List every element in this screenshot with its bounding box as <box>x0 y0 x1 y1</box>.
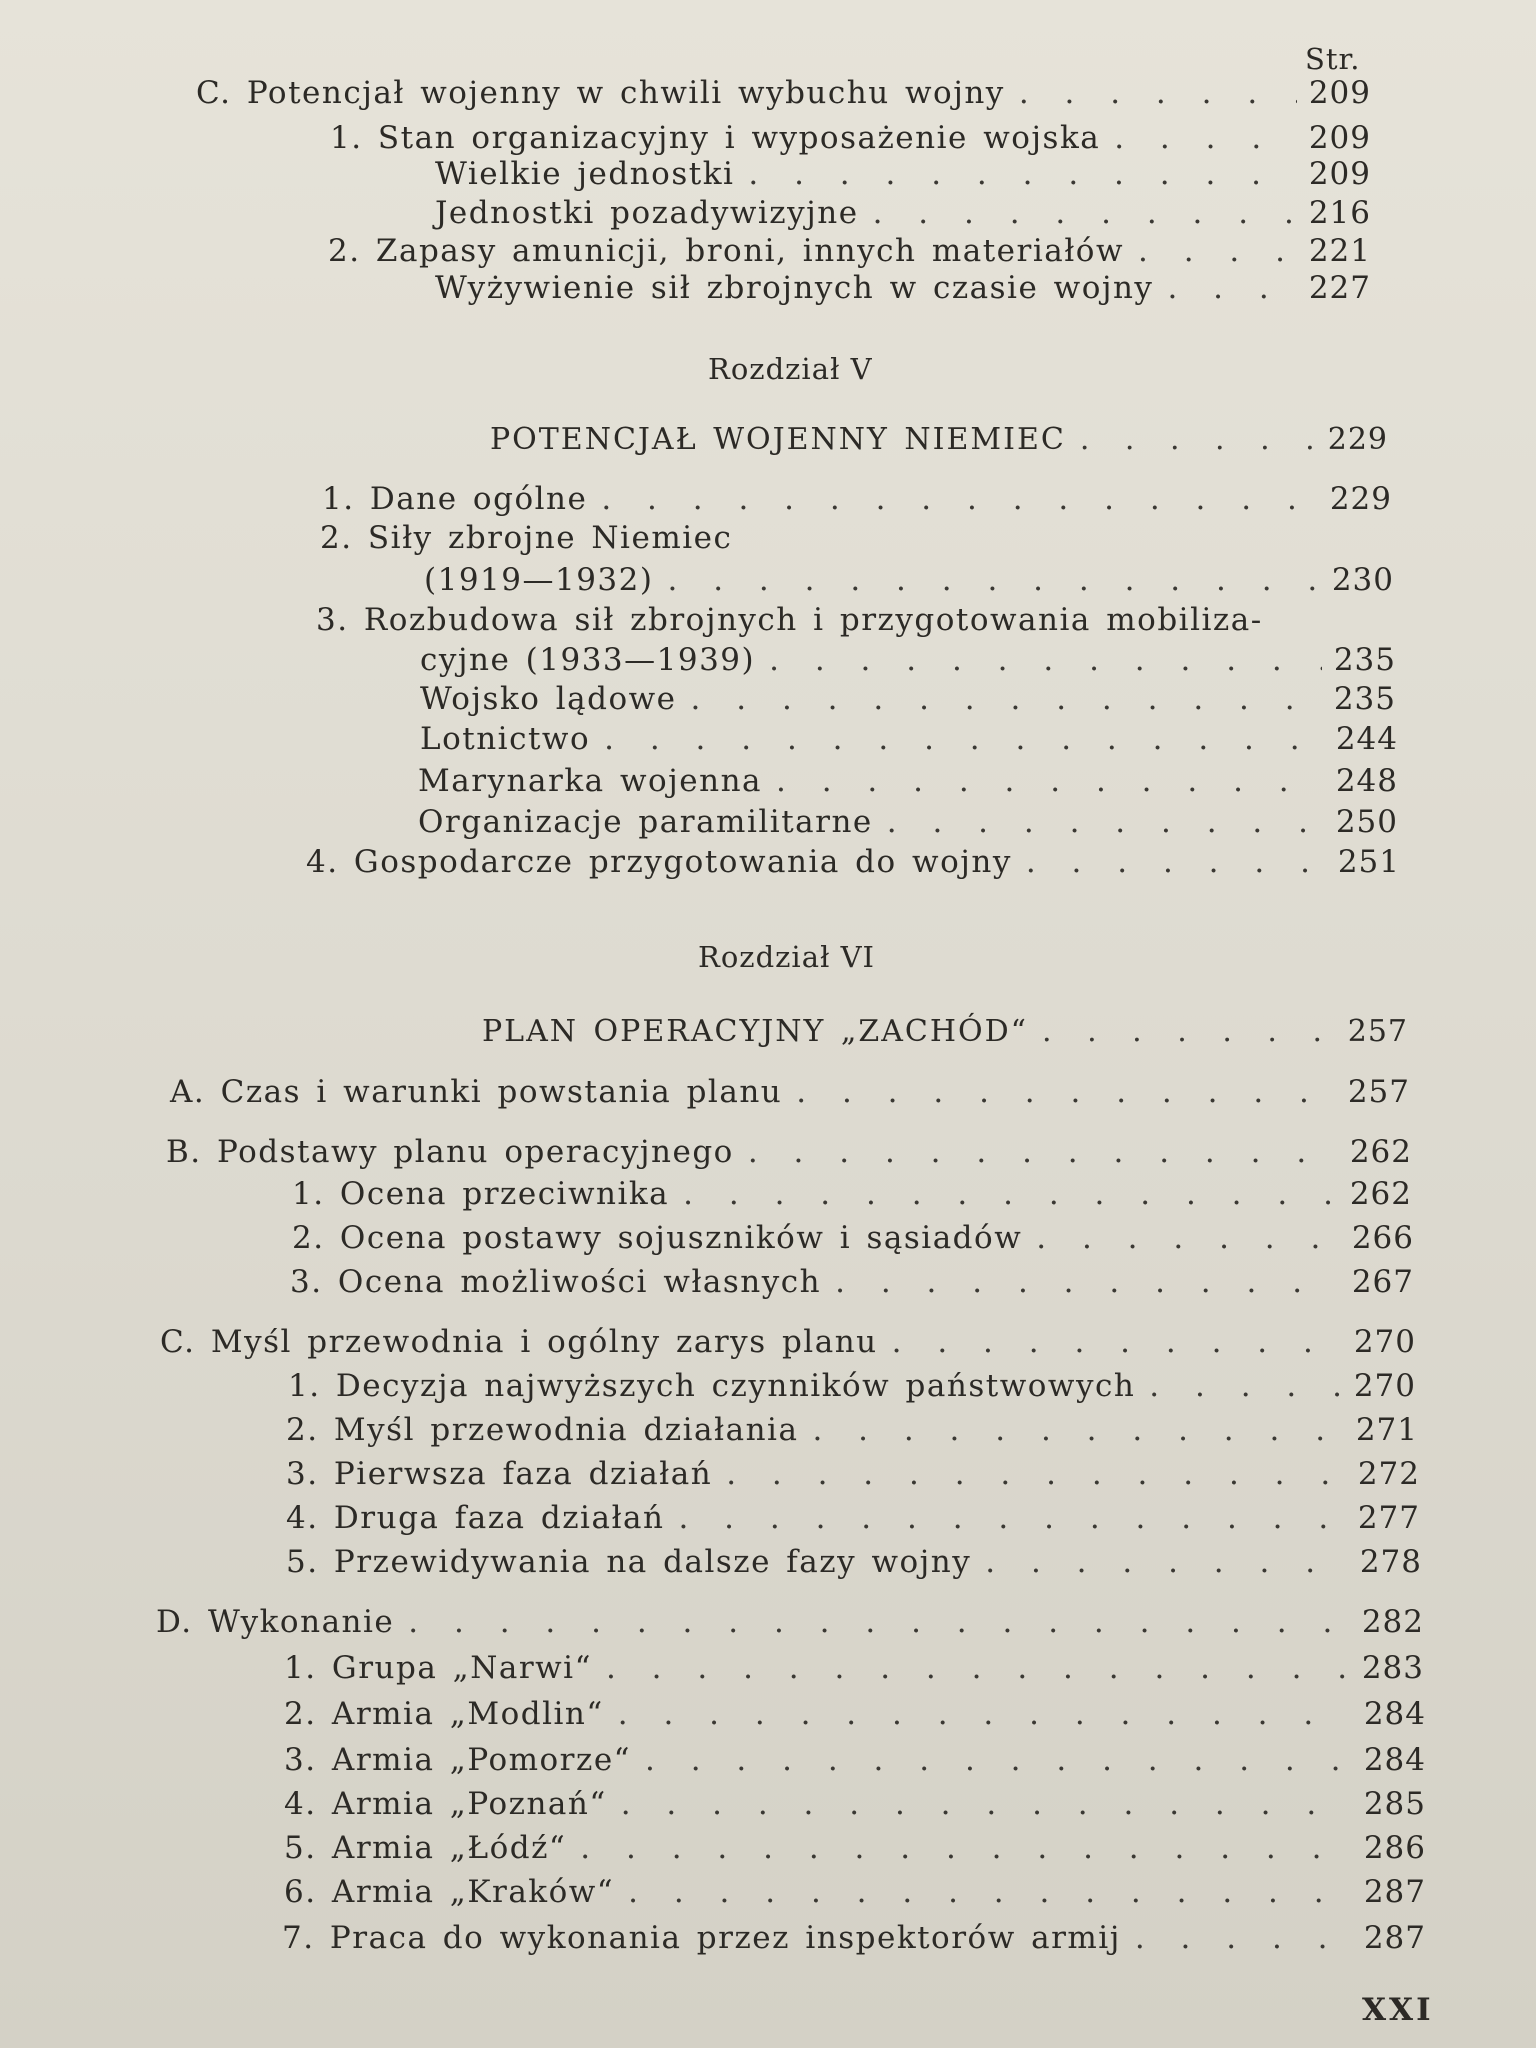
toc-entry-page: 257 <box>1347 1074 1410 1110</box>
chapter-title-entry <box>490 420 1388 460</box>
toc-entry-page: 235 <box>1333 681 1396 717</box>
toc-entry <box>284 1828 1426 1868</box>
toc-entry-page: 230 <box>1331 562 1394 598</box>
toc-entry-page: 270 <box>1353 1324 1416 1360</box>
toc-entry-page: 286 <box>1363 1830 1426 1866</box>
dot-leader <box>1114 118 1297 158</box>
toc-entry-page: 227 <box>1308 270 1371 306</box>
page-column-header: Str. <box>1305 42 1361 76</box>
toc-entry-label: 6. Armia „Kraków“ <box>284 1874 615 1910</box>
toc-entry-page: 251 <box>1337 844 1400 880</box>
toc-entry-label: PLAN OPERACYJNY „ZACHÓD“ <box>482 1014 1029 1049</box>
dot-leader <box>748 1132 1338 1172</box>
toc-entry-page: 209 <box>1308 75 1371 111</box>
dot-leader <box>604 719 1324 759</box>
toc-entry-label: 4. Armia „Poznań“ <box>284 1786 607 1822</box>
toc-entry <box>170 1072 1410 1112</box>
page-number-roman: XXI <box>1362 1992 1434 2028</box>
toc-entry <box>420 679 1396 719</box>
toc-entry-page: 229 <box>1327 422 1388 457</box>
toc-entry-label: Lotnictwo <box>420 721 591 757</box>
toc-entry-label: 3. Rozbudowa sił zbrojnych i przygotowania mobiliza- <box>316 602 1263 638</box>
dot-leader <box>1149 1366 1342 1406</box>
toc-entry <box>288 1366 1416 1406</box>
toc-entry <box>284 1648 1424 1688</box>
toc-entry-page: 284 <box>1363 1696 1426 1732</box>
dot-leader <box>796 1072 1336 1112</box>
toc-entry-label: 1. Grupa „Narwi“ <box>284 1650 592 1686</box>
dot-leader <box>835 1262 1340 1302</box>
toc-entry-label: C. Myśl przewodnia i ogólny zarys planu <box>160 1324 878 1360</box>
toc-entry-label: 2. Zapasy amunicji, broni, innych materiałów <box>328 233 1124 269</box>
toc-entry-page: 266 <box>1351 1220 1414 1256</box>
toc-entry-label: A. Czas i warunki powstania planu <box>170 1074 783 1110</box>
toc-entry <box>196 73 1371 113</box>
toc-entry <box>435 193 1371 233</box>
dot-leader <box>1080 420 1314 460</box>
toc-entry-label: Wielkie jednostki <box>435 156 735 192</box>
toc-entry <box>322 479 1392 519</box>
toc-entry-page: 235 <box>1333 642 1396 678</box>
dot-leader <box>678 1498 1346 1538</box>
toc-entry <box>435 154 1371 194</box>
toc-entry <box>420 719 1398 759</box>
dot-leader <box>580 1828 1352 1868</box>
toc-entry <box>292 1174 1412 1214</box>
toc-entry <box>330 118 1371 158</box>
toc-entry-label: 3. Armia „Pomorze“ <box>284 1742 632 1778</box>
toc-entry-label: 5. Armia „Łódź“ <box>284 1830 567 1866</box>
toc-entry <box>284 1784 1426 1824</box>
toc-entry-page: 257 <box>1347 1014 1408 1049</box>
toc-entry <box>424 560 1394 600</box>
toc-entry-label: 4. Druga faza działań <box>286 1500 665 1536</box>
toc-entry-label: D. Wykonanie <box>156 1604 395 1640</box>
toc-entry-page: 262 <box>1349 1134 1412 1170</box>
dot-leader <box>1019 73 1297 113</box>
dot-leader <box>769 640 1322 680</box>
dot-leader <box>667 560 1320 600</box>
toc-entry <box>282 1918 1426 1958</box>
dot-leader <box>1036 1218 1340 1258</box>
toc-entry-page: 283 <box>1361 1650 1424 1686</box>
toc-entry-page: 287 <box>1363 1920 1426 1956</box>
toc-entry <box>418 802 1398 842</box>
dot-leader <box>618 1694 1352 1734</box>
toc-entry-page: 216 <box>1308 195 1371 231</box>
dot-leader <box>776 761 1324 801</box>
dot-leader <box>1167 268 1297 308</box>
toc-entry <box>290 1262 1414 1302</box>
toc-entry-page: 285 <box>1363 1786 1426 1822</box>
toc-entry <box>284 1740 1426 1780</box>
dot-leader <box>1026 842 1326 882</box>
toc-entry-label: Wyżywienie sił zbrojnych w czasie wojny <box>435 270 1154 306</box>
toc-entry-label: 2. Myśl przewodnia działania <box>286 1412 799 1448</box>
dot-leader <box>628 1872 1352 1912</box>
toc-entry-label: 2. Siły zbrojne Niemiec <box>320 520 733 556</box>
toc-entry-page: 209 <box>1308 156 1371 192</box>
toc-entry <box>160 1322 1416 1362</box>
dot-leader <box>606 1648 1350 1688</box>
dot-leader <box>812 1410 1344 1450</box>
toc-entry <box>420 640 1396 680</box>
toc-entry-label: B. Podstawy planu operacyjnego <box>166 1134 734 1170</box>
toc-entry-page: 271 <box>1355 1412 1418 1448</box>
toc-entry-label: (1919—1932) <box>424 562 654 598</box>
toc-entry-label: Wojsko lądowe <box>420 681 677 717</box>
toc-entry-label: cyjne (1933—1939) <box>420 642 756 678</box>
toc-entry-page: 278 <box>1359 1544 1422 1580</box>
toc-entry-page: 270 <box>1353 1368 1416 1404</box>
toc-entry-label: C. Potencjał wojenny w chwili wybuchu wojny <box>196 75 1005 111</box>
toc-entry-page: 282 <box>1361 1604 1424 1640</box>
dot-leader <box>892 1322 1342 1362</box>
toc-entry <box>435 268 1371 308</box>
toc-entry-label: 2. Ocena postawy sojuszników i sąsiadów <box>292 1220 1023 1256</box>
dot-leader <box>985 1542 1348 1582</box>
toc-entry-label: Jednostki pozadywizyjne <box>435 195 859 231</box>
toc-entry <box>286 1498 1420 1538</box>
dot-leader <box>621 1784 1352 1824</box>
toc-entry <box>286 1542 1422 1582</box>
dot-leader <box>645 1740 1352 1780</box>
toc-entry-label: 1. Stan organizacyjny i wyposażenie wojska <box>330 120 1101 156</box>
toc-entry <box>292 1218 1414 1258</box>
dot-leader <box>748 154 1297 194</box>
toc-entry-page: 272 <box>1357 1456 1420 1492</box>
toc-entry-page: 250 <box>1335 804 1398 840</box>
toc-entry <box>156 1602 1424 1642</box>
toc-entry-page: 262 <box>1349 1176 1412 1212</box>
toc-entry-label: Marynarka wojenna <box>418 763 763 799</box>
toc-entry <box>306 842 1400 882</box>
toc-entry-page: 267 <box>1351 1264 1414 1300</box>
dot-leader <box>408 1602 1350 1642</box>
toc-entry-label: 3. Ocena możliwości własnych <box>290 1264 822 1300</box>
toc-entry <box>328 231 1371 271</box>
toc-entry-label: 2. Armia „Modlin“ <box>284 1696 604 1732</box>
dot-leader <box>1138 231 1297 271</box>
dot-leader <box>683 1174 1338 1214</box>
toc-entry-label: 3. Pierwsza faza działań <box>286 1456 713 1492</box>
toc-entry-label: 1. Dane ogólne <box>322 481 588 517</box>
toc-entry-label: Organizacje paramilitarne <box>418 804 873 840</box>
dot-leader <box>873 193 1297 233</box>
toc-entry-page: 277 <box>1357 1500 1420 1536</box>
toc-entry-label: 4. Gospodarcze przygotowania do wojny <box>306 844 1012 880</box>
toc-entry-label: 1. Decyzja najwyższych czynników państwowych <box>288 1368 1136 1404</box>
toc-entry-label: 5. Przewidywania na dalsze fazy wojny <box>286 1544 972 1580</box>
dot-leader <box>601 479 1318 519</box>
toc-entry <box>286 1410 1418 1450</box>
chapter-title-entry <box>482 1012 1408 1052</box>
toc-entry-page: 209 <box>1308 120 1371 156</box>
toc-entry-page: 248 <box>1335 763 1398 799</box>
toc-entry <box>284 1872 1426 1912</box>
toc-entry-page: 221 <box>1308 233 1371 269</box>
toc-entry-page: 287 <box>1363 1874 1426 1910</box>
dot-leader <box>1042 1012 1334 1052</box>
toc-entry-label: 1. Ocena przeciwnika <box>292 1176 670 1212</box>
toc-entry-label: POTENCJAŁ WOJENNY NIEMIEC <box>490 422 1066 457</box>
toc-entry <box>284 1694 1426 1734</box>
dot-leader <box>726 1454 1346 1494</box>
toc-entry-page: 284 <box>1363 1742 1426 1778</box>
toc-entry <box>418 761 1398 801</box>
toc-entry-label: 7. Praca do wykonania przez inspektorów armij <box>282 1920 1121 1956</box>
chapter-heading: Rozdział VI <box>698 940 875 974</box>
dot-leader <box>1135 1918 1352 1958</box>
dot-leader <box>887 802 1324 842</box>
dot-leader <box>691 679 1322 719</box>
toc-entry <box>166 1132 1412 1172</box>
toc-entry-page: 244 <box>1335 721 1398 757</box>
toc-entry-page: 229 <box>1329 481 1392 517</box>
toc-entry <box>286 1454 1420 1494</box>
chapter-heading: Rozdział V <box>708 352 873 386</box>
